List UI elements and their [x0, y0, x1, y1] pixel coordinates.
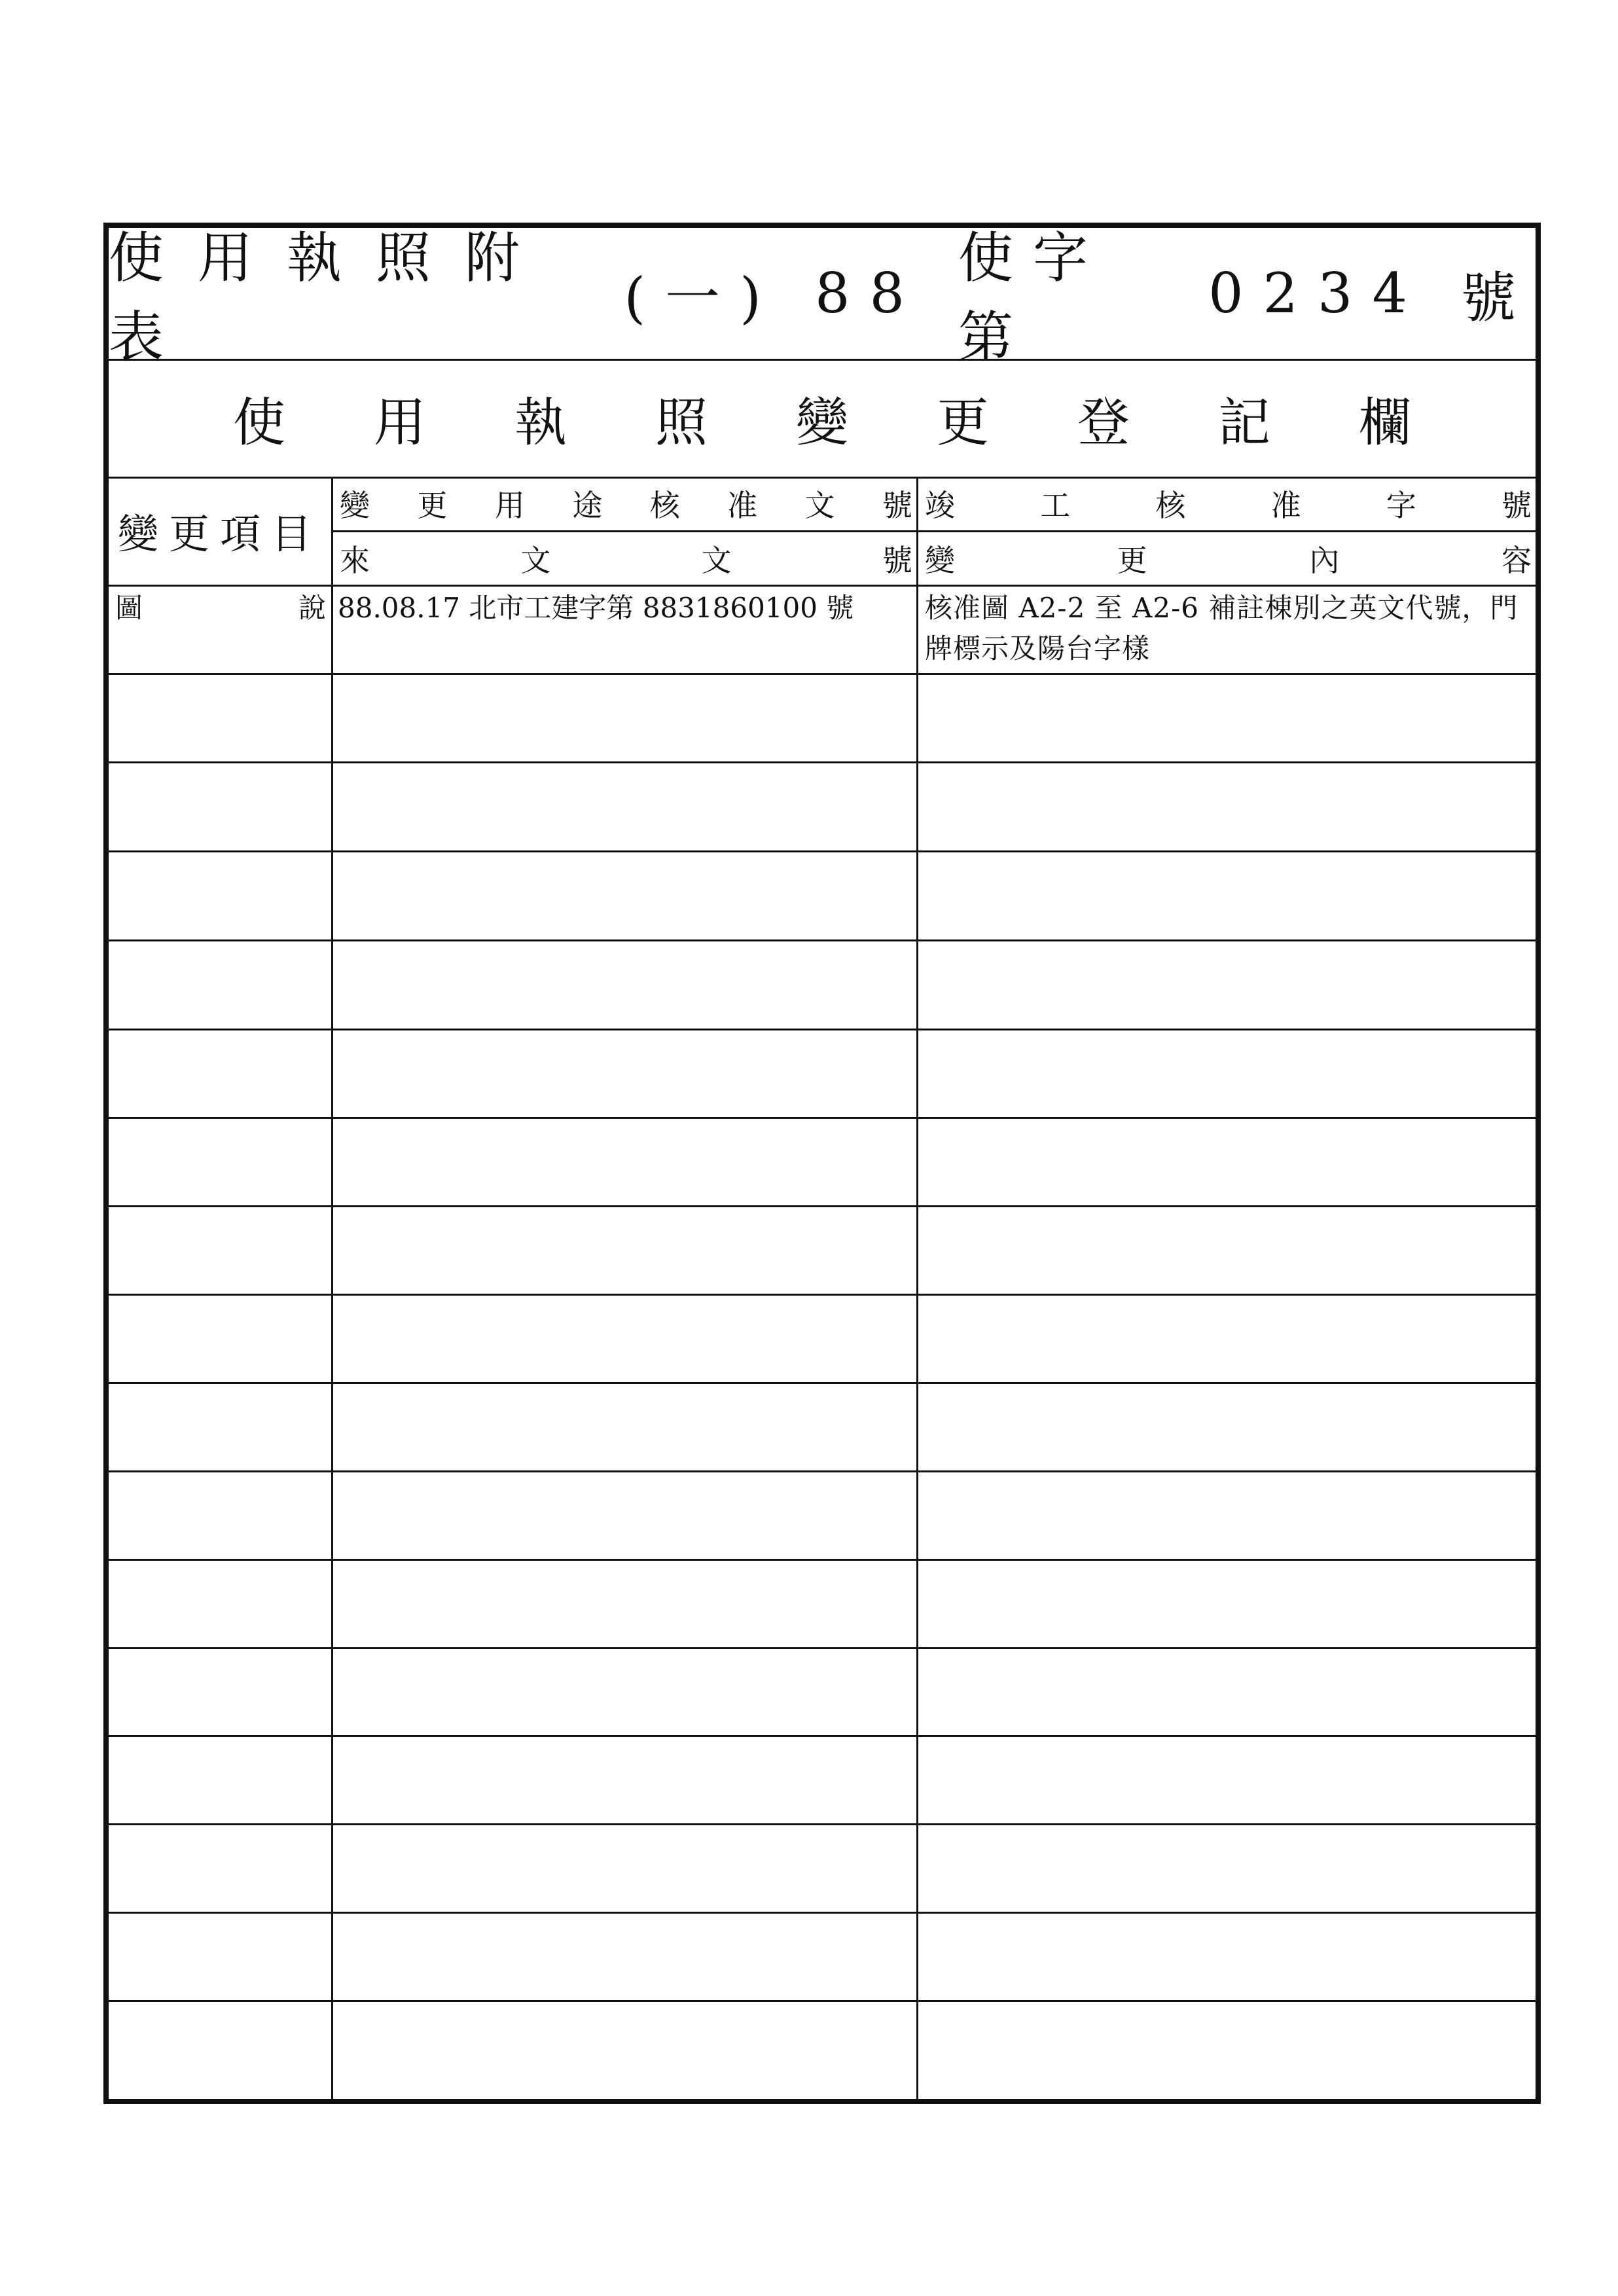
header-char: 文 [701, 543, 732, 578]
subtitle-char: 更 [937, 392, 989, 453]
subtitle-char: 照 [655, 392, 708, 453]
title-number: 88 [815, 261, 924, 325]
row-line [109, 850, 1536, 852]
subtitle-char: 欄 [1359, 392, 1411, 453]
header-char: 竣 [925, 488, 955, 523]
header-char: 號 [882, 488, 912, 523]
header-char: 更 [417, 488, 448, 523]
row-line [109, 1559, 1536, 1561]
header-char: 來 [340, 543, 370, 578]
header-char: 工 [1040, 488, 1071, 523]
header-approval-doc [333, 477, 916, 530]
header-char: 更 [1117, 543, 1147, 578]
row-line [109, 939, 1536, 941]
header-completion-no [918, 477, 1536, 530]
row-line [109, 1382, 1536, 1384]
row-line [109, 1912, 1536, 1914]
table-row-item [113, 588, 329, 673]
header-char: 字 [1386, 488, 1416, 523]
row-line [109, 673, 1536, 675]
form-subtitle [109, 359, 1536, 479]
row-line [109, 1470, 1536, 1472]
column-divider [916, 477, 918, 2099]
header-char: 文 [520, 543, 551, 578]
header-change-content [918, 532, 1536, 585]
header-char: 變 [340, 488, 370, 523]
header-char: 變 [925, 543, 955, 578]
title-part1: 使用執照附表 [109, 226, 554, 369]
header-item-label: 變更項目 [117, 510, 322, 558]
header-char: 內 [1309, 543, 1340, 578]
subtitle-char: 執 [514, 392, 567, 453]
header-char: 核 [649, 488, 680, 523]
header-char: 途 [572, 488, 603, 523]
row-line [109, 1029, 1536, 1030]
row-line [109, 2000, 1536, 2002]
form-title [109, 226, 1536, 369]
header-char: 准 [727, 488, 758, 523]
change-register-table [109, 477, 1536, 2099]
row-line [109, 1294, 1536, 1296]
table-row-content: 核准圖 A2-2 至 A2-6 補註棟別之英文代號，門牌標示及陽台字樣 [925, 592, 1519, 665]
row-line [109, 1205, 1536, 1207]
row-line [109, 1117, 1536, 1119]
title-suffix: 號 [1461, 265, 1536, 330]
header-char: 號 [882, 543, 912, 578]
header-char: 用 [494, 488, 525, 523]
header-char: 文 [804, 488, 835, 523]
header-char: 容 [1501, 543, 1532, 578]
row-line [109, 1647, 1536, 1649]
subtitle-char: 用 [374, 392, 426, 453]
header-char: 號 [1501, 488, 1532, 523]
header-char: 核 [1155, 488, 1186, 523]
header-char: 准 [1270, 488, 1301, 523]
row-item-char: 說 [298, 592, 326, 624]
row-item-char: 圖 [115, 592, 143, 624]
row-line [109, 1735, 1536, 1737]
column-divider [331, 477, 333, 2099]
header-incoming-doc [333, 532, 916, 585]
subtitle-char: 變 [796, 392, 848, 453]
table-row-document: 88.08.17 北市工建字第 8831860100 號 [338, 592, 854, 624]
row-line [109, 761, 1536, 763]
subtitle-char: 記 [1218, 392, 1270, 453]
permit-form [103, 223, 1541, 2104]
subtitle-char: 登 [1077, 392, 1130, 453]
title-part3: 使字第 [958, 226, 1108, 369]
title-part2: (一) [624, 265, 781, 330]
header-bottom-line [109, 585, 1536, 587]
row-line [109, 1823, 1536, 1825]
title-serial: 0234 [1208, 261, 1427, 325]
subtitle-char: 使 [233, 392, 285, 453]
